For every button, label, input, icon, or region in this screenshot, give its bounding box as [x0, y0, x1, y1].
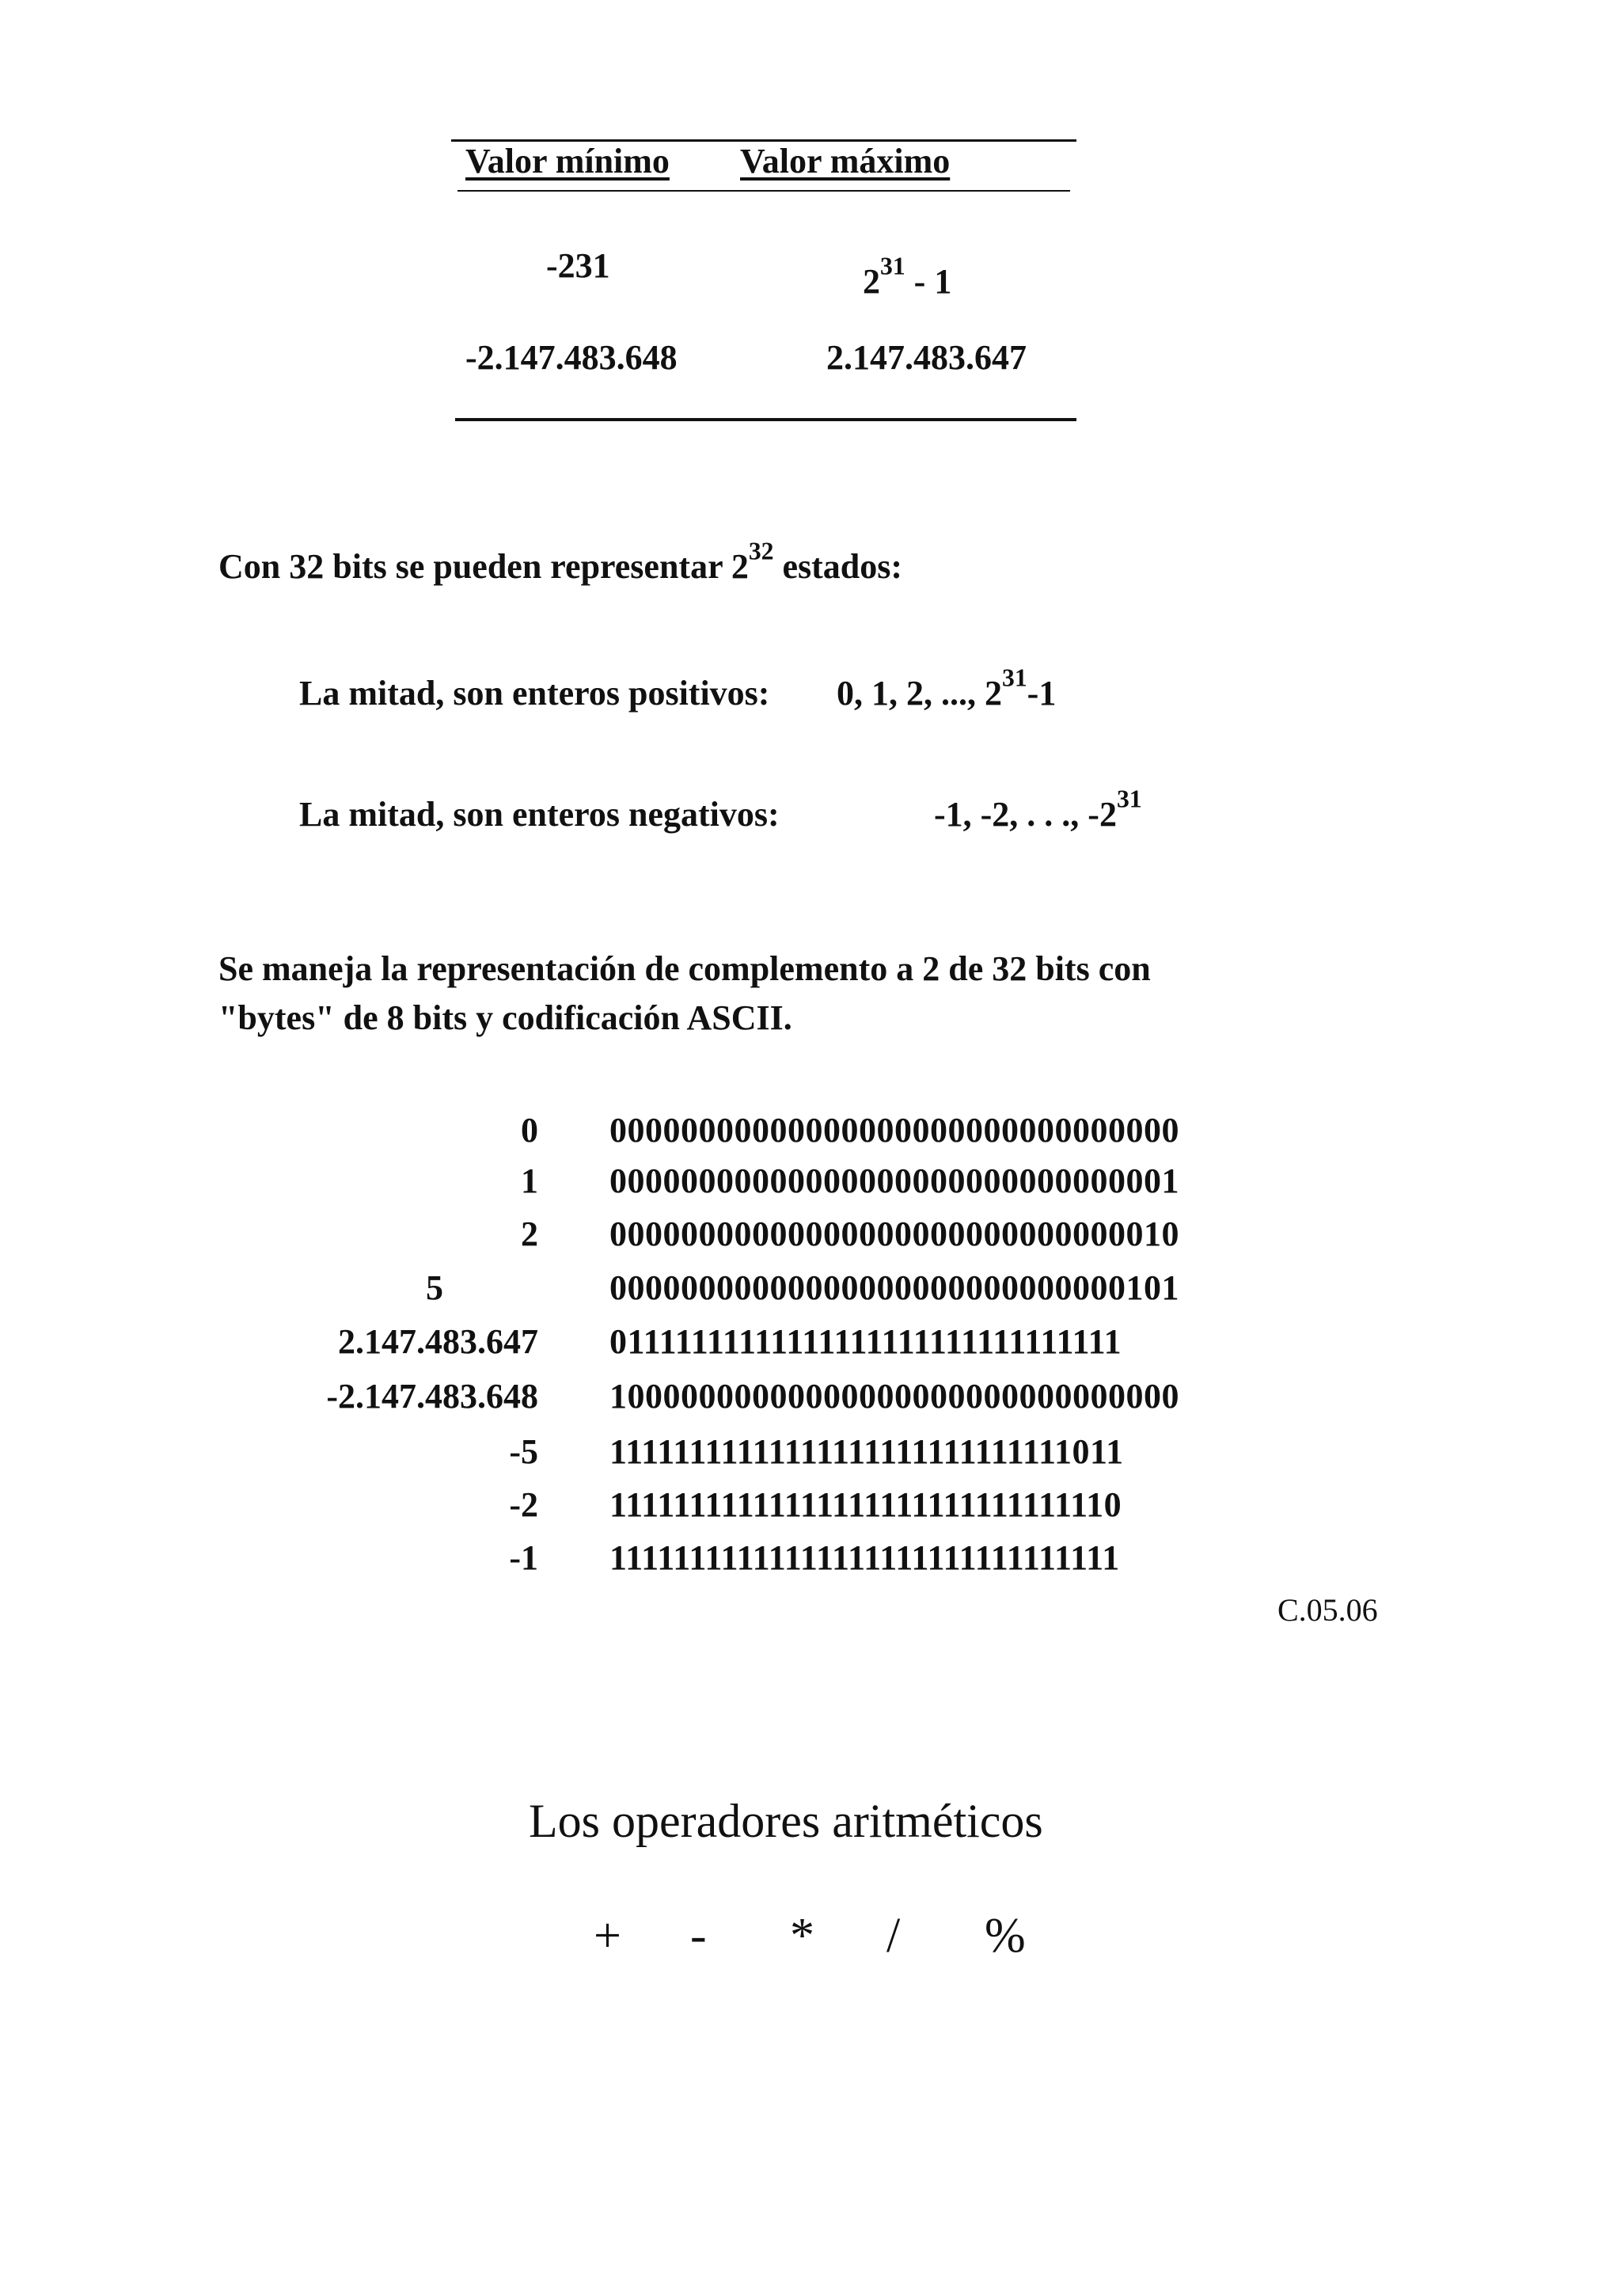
binary-row-bits: 11111111111111111111111111111111: [609, 1538, 1120, 1577]
page-code: C.05.06: [1277, 1592, 1378, 1628]
negative-half-label: La mitad, son enteros negativos:: [299, 795, 780, 834]
divide-operator: /: [886, 1909, 901, 1963]
representation-note-line2: "bytes" de 8 bits y codificación ASCII.: [218, 998, 792, 1037]
binary-row-decimal: 2: [521, 1215, 538, 1253]
table-bottom-rule: [455, 418, 1076, 421]
binary-row-bits: 11111111111111111111111111111110: [609, 1485, 1122, 1524]
binary-row-bits: 00000000000000000000000000000000: [609, 1111, 1179, 1150]
section-title: Los operadores aritméticos: [529, 1795, 1043, 1847]
binary-row-decimal: -5: [509, 1432, 538, 1471]
binary-row-decimal: -2: [509, 1485, 538, 1524]
representation-note-line1: Se maneja la representación de complemento a 2 de 32 bits con: [218, 949, 1151, 988]
max-decimal-value: 2.147.483.647: [826, 338, 1027, 377]
binary-row-decimal: 5: [426, 1268, 443, 1307]
header-max-value: Valor máximo: [740, 142, 951, 181]
min-power-value: -231: [546, 246, 610, 285]
states-line: Con 32 bits se pueden representar $2^{32}$ estados:: [218, 537, 903, 586]
positive-half-values: 0, 1, 2, ..., $2^{31}-1$: [837, 663, 1057, 713]
binary-row-bits: 00000000000000000000000000000101: [609, 1268, 1179, 1307]
modulo-operator: %: [985, 1909, 1026, 1963]
binary-row-decimal: 1: [521, 1161, 538, 1200]
negative-half-values: -1, -2, . . ., $-2^{31}$: [934, 785, 1142, 834]
min-decimal-value: -2.147.483.648: [465, 338, 678, 377]
header-min-value: Valor mínimo: [465, 142, 670, 181]
table-header-rule: [457, 190, 1070, 192]
binary-row-bits: 10000000000000000000000000000000: [609, 1377, 1179, 1416]
max-power-value: $2^{31} - 1$: [863, 252, 952, 301]
plus-operator: +: [594, 1909, 621, 1963]
binary-row-decimal: 2.147.483.647: [338, 1322, 538, 1361]
multiply-operator: *: [790, 1909, 814, 1963]
binary-row-decimal: -2.147.483.648: [326, 1377, 538, 1416]
minus-operator: -: [690, 1909, 707, 1963]
binary-row-bits: 00000000000000000000000000000001: [609, 1161, 1179, 1200]
binary-row-bits: 11111111111111111111111111111011: [609, 1432, 1124, 1471]
binary-row-decimal: -1: [509, 1538, 538, 1577]
positive-half-label: La mitad, son enteros positivos:: [299, 674, 770, 713]
binary-row-bits: 01111111111111111111111111111111: [609, 1322, 1122, 1361]
binary-row-decimal: 0: [521, 1111, 538, 1150]
binary-row-bits: 00000000000000000000000000000010: [609, 1215, 1179, 1253]
